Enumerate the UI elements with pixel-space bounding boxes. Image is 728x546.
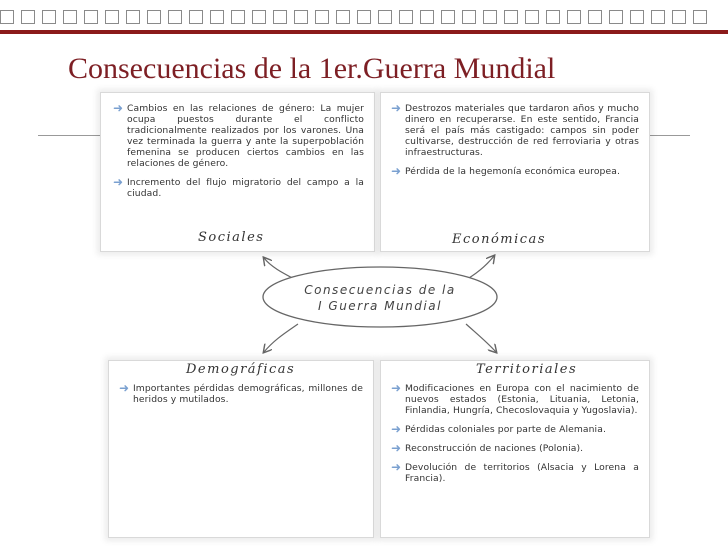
list-item (391, 166, 639, 177)
item-text: Pérdida de la hegemonía económica europea. (405, 166, 620, 177)
arrow-bullet-icon: ➜ (391, 381, 402, 395)
item-text: Reconstrucción de naciones (Polonia). (405, 443, 584, 454)
list-item (391, 424, 639, 435)
center-line-2: I Guerra Mundial (318, 299, 442, 313)
item-text: Modificaciones en Europa con el nacimiento de nuevos estados (Estonia, Lituania, Letonia, Finlandia, Hungría, Checoslovaquia y Yugoslavia). (405, 383, 639, 416)
item-text: Incremento del flujo migratorio del campo a la ciudad. (127, 177, 364, 199)
panel-demograficas (108, 360, 374, 538)
item-text: Destrozos materiales que tardaron años y mucho dinero en recuperarse. En este sentido, Francia será el país más castigado: campos sin poder cultivarse, destrucción de red ferroviaria y otras infraestructuras. (405, 103, 639, 158)
item-text: Pérdidas coloniales por parte de Alemania. (405, 424, 606, 435)
panel-economicas (380, 92, 650, 252)
label-economicas: Económicas (452, 232, 546, 247)
list-item (113, 103, 364, 169)
arrow-bullet-icon: ➜ (391, 441, 402, 455)
list-item (391, 443, 639, 454)
arrow-bullet-icon: ➜ (391, 422, 402, 436)
label-territoriales: Territoriales (476, 362, 578, 377)
arrow-bullet-icon: ➜ (391, 460, 402, 474)
list-item (391, 383, 639, 416)
arrow-bullet-icon: ➜ (113, 101, 124, 115)
label-sociales: Sociales (198, 230, 265, 245)
item-text: Devolución de territorios (Alsacia y Lorena a Francia). (405, 462, 639, 484)
arrow-bullet-icon: ➜ (113, 175, 124, 189)
list-item (113, 177, 364, 199)
item-text: Cambios en las relaciones de género: La mujer ocupa puestos durante el conflicto tradicionalmente realizados por los varones. Una vez terminada la guerra y ante la superpoblación femenina se producen ciertos cambios en las relaciones de género. (127, 103, 364, 169)
center-node (262, 266, 498, 330)
list-item (119, 383, 363, 405)
label-demograficas: Demográficas (186, 362, 296, 377)
arrow-bullet-icon: ➜ (391, 101, 402, 115)
item-text: Importantes pérdidas demográficas, millones de heridos y mutilados. (133, 383, 363, 405)
panel-territoriales (380, 360, 650, 538)
slide-title: Consecuencias de la 1er.Guerra Mundial (68, 52, 556, 85)
arrow-bullet-icon: ➜ (119, 381, 130, 395)
list-item (391, 103, 639, 158)
list-item (391, 462, 639, 484)
panel-sociales (100, 92, 375, 252)
arrow-bullet-icon: ➜ (391, 164, 402, 178)
center-line-1: Consecuencias de la (304, 283, 456, 297)
